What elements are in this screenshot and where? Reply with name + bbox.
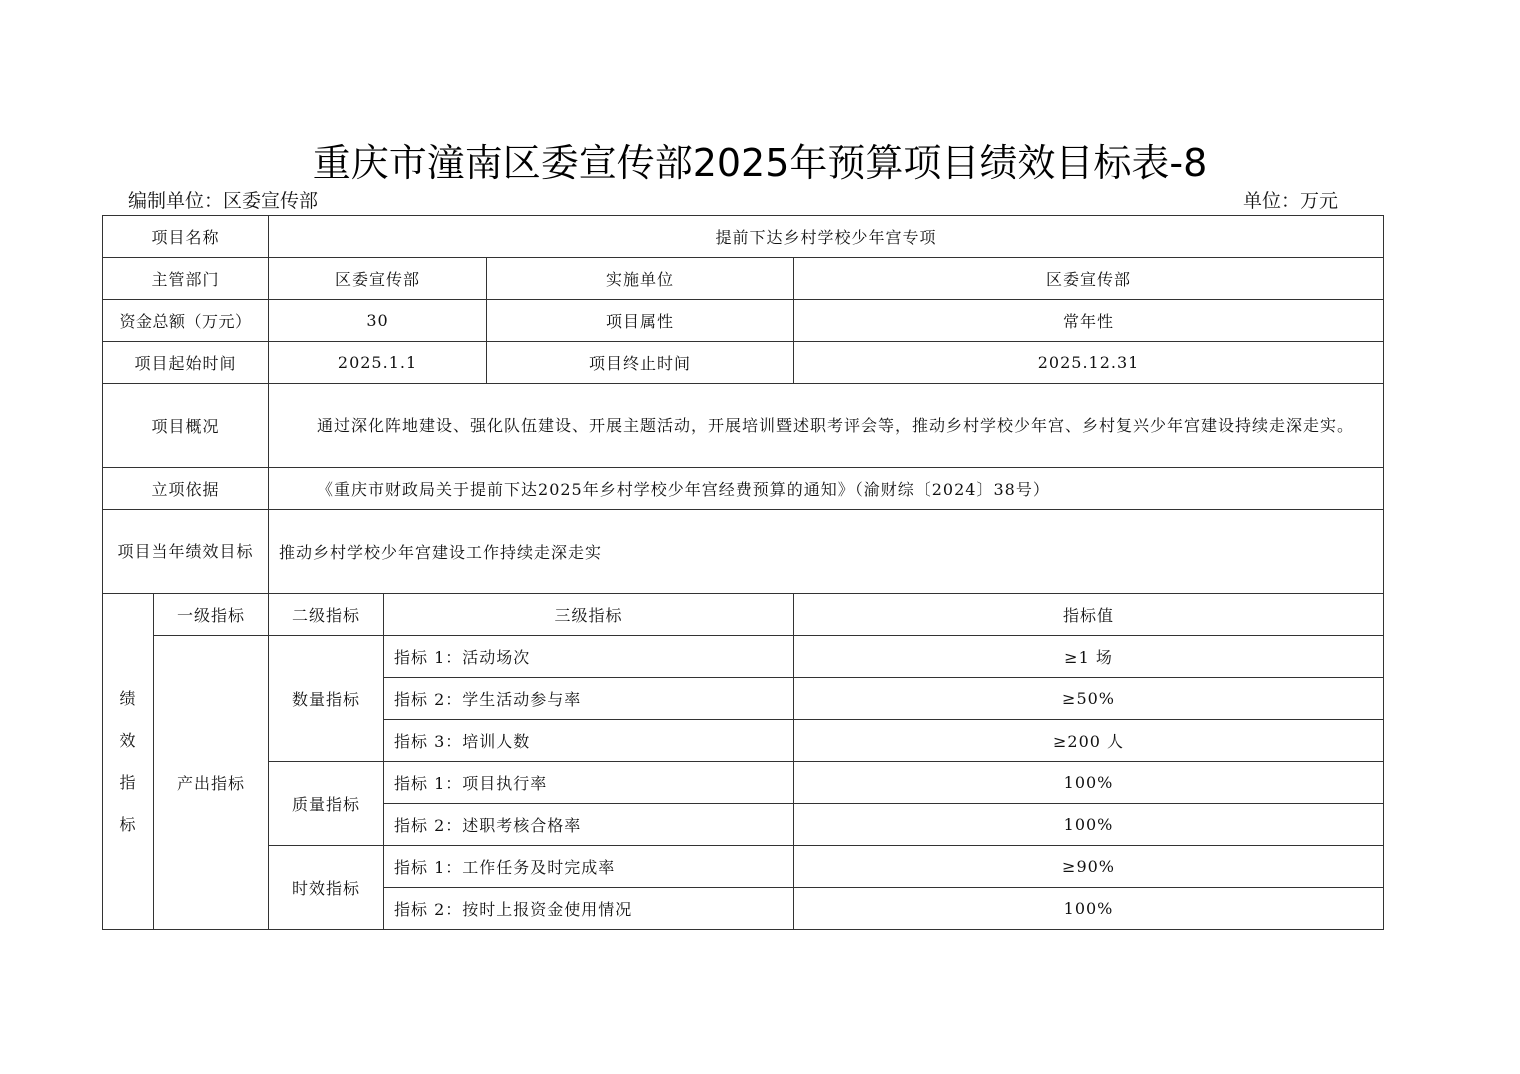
end-value: 2025.12.31 bbox=[794, 342, 1384, 384]
project-name-value: 提前下达乡村学校少年宫专项 bbox=[269, 216, 1384, 258]
basis-value: 《重庆市财政局关于提前下达2025年乡村学校少年宫经费预算的通知》（渝财综〔2024〕38号） bbox=[269, 468, 1384, 510]
start-value: 2025.1.1 bbox=[269, 342, 487, 384]
indicator-name: 指标 1：活动场次 bbox=[384, 636, 794, 678]
indicator-name: 指标 3：培训人数 bbox=[384, 720, 794, 762]
level1-label: 产出指标 bbox=[154, 636, 269, 930]
row-time bbox=[103, 342, 1384, 384]
overview-label: 项目概况 bbox=[103, 384, 269, 468]
indicator-value: ≥200 人 bbox=[794, 720, 1384, 762]
group-timeliness: 时效指标 bbox=[269, 846, 384, 930]
fund-label: 资金总额（万元） bbox=[103, 300, 269, 342]
dept-label: 主管部门 bbox=[103, 258, 269, 300]
end-label: 项目终止时间 bbox=[487, 342, 794, 384]
table-row bbox=[103, 636, 1384, 678]
indicator-name: 指标 1：项目执行率 bbox=[384, 762, 794, 804]
target-label: 项目当年绩效目标 bbox=[103, 510, 269, 594]
page-title: 重庆市潼南区委宣传部2025年预算项目绩效目标表-8 bbox=[312, 141, 1208, 185]
row-overview bbox=[103, 384, 1384, 468]
col3-header: 三级指标 bbox=[384, 594, 794, 636]
col2-header: 二级指标 bbox=[269, 594, 384, 636]
indicator-value: 100% bbox=[794, 804, 1384, 846]
target-value: 推动乡村学校少年宫建设工作持续走深走实 bbox=[269, 510, 1384, 594]
currency-unit: 单位：万元 bbox=[1243, 190, 1339, 212]
section-label: 绩效指标 bbox=[103, 594, 154, 930]
performance-table bbox=[102, 215, 1384, 930]
indicator-name: 指标 2：按时上报资金使用情况 bbox=[384, 888, 794, 930]
attr-label: 项目属性 bbox=[487, 300, 794, 342]
attr-value: 常年性 bbox=[794, 300, 1384, 342]
indicator-name: 指标 2：学生活动参与率 bbox=[384, 678, 794, 720]
table-row bbox=[103, 762, 1384, 804]
indicator-value: ≥1 场 bbox=[794, 636, 1384, 678]
indicator-value: 100% bbox=[794, 888, 1384, 930]
compiler-unit: 编制单位：区委宣传部 bbox=[128, 190, 319, 212]
row-basis bbox=[103, 468, 1384, 510]
row-department bbox=[103, 258, 1384, 300]
basis-label: 立项依据 bbox=[103, 468, 269, 510]
start-label: 项目起始时间 bbox=[103, 342, 269, 384]
row-target bbox=[103, 510, 1384, 594]
impl-label: 实施单位 bbox=[487, 258, 794, 300]
indicator-name: 指标 2：述职考核合格率 bbox=[384, 804, 794, 846]
indicator-value: 100% bbox=[794, 762, 1384, 804]
dept-value: 区委宣传部 bbox=[269, 258, 487, 300]
row-project-name bbox=[103, 216, 1384, 258]
overview-cell bbox=[269, 384, 1384, 468]
overview-value: 通过深化阵地建设、强化队伍建设、开展主题活动，开展培训暨述职考评会等，推动乡村学校少年宫、乡村复兴少年宫建设持续走深走实。 bbox=[317, 416, 1355, 435]
col4-header: 指标值 bbox=[794, 594, 1384, 636]
indicator-value: ≥50% bbox=[794, 678, 1384, 720]
row-fund bbox=[103, 300, 1384, 342]
group-quality: 质量指标 bbox=[269, 762, 384, 846]
group-quantity: 数量指标 bbox=[269, 636, 384, 762]
row-indicator-header bbox=[103, 594, 1384, 636]
col1-header: 一级指标 bbox=[154, 594, 269, 636]
fund-value: 30 bbox=[269, 300, 487, 342]
indicator-name: 指标 1：工作任务及时完成率 bbox=[384, 846, 794, 888]
impl-value: 区委宣传部 bbox=[794, 258, 1384, 300]
project-name-label: 项目名称 bbox=[103, 216, 269, 258]
indicator-value: ≥90% bbox=[794, 846, 1384, 888]
table-row bbox=[103, 846, 1384, 888]
